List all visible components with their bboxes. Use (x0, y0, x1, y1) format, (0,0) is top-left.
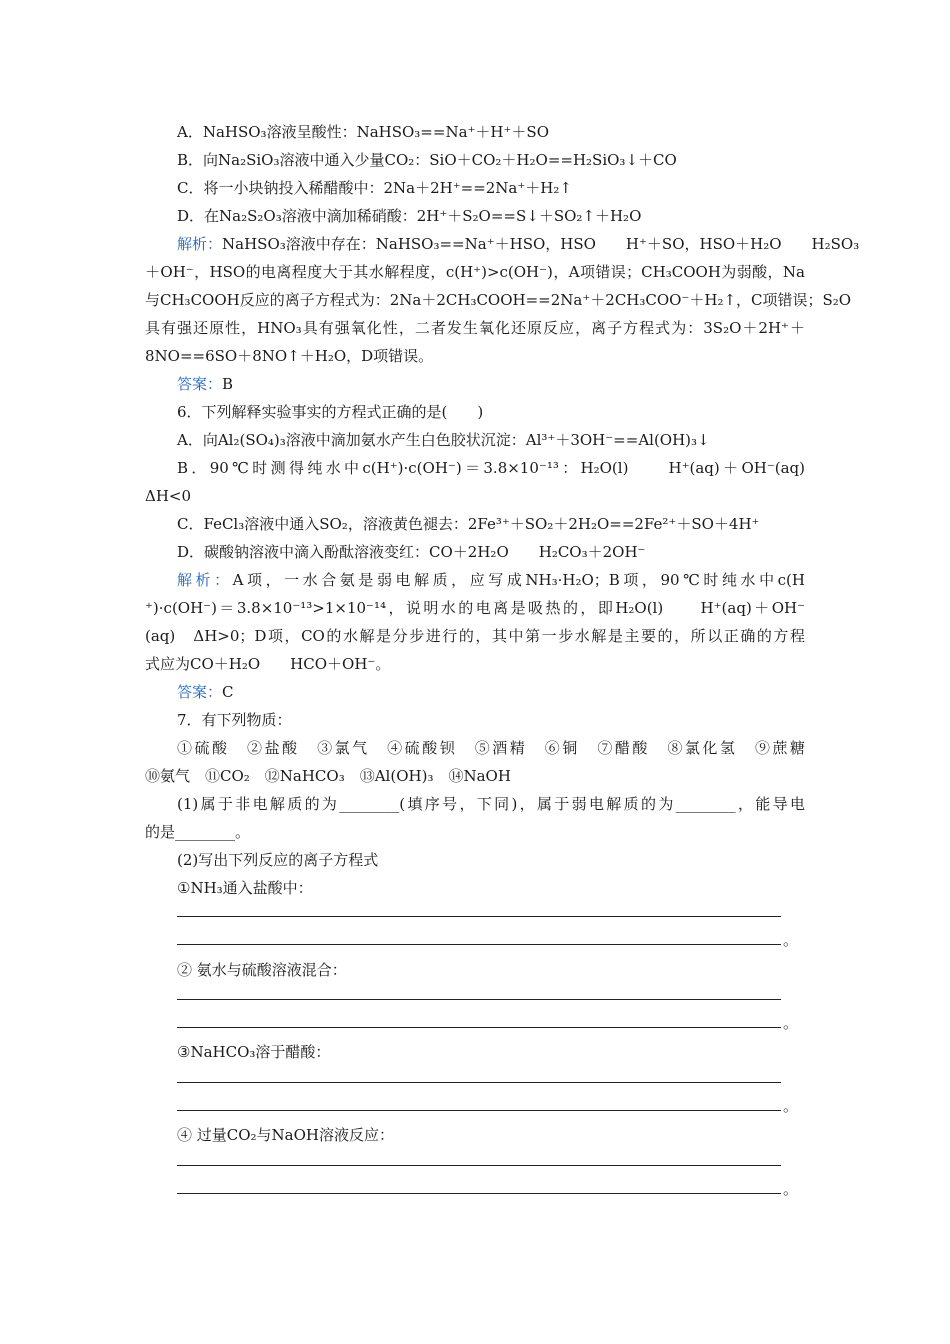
answer-line (177, 944, 781, 945)
q5-analysis-line-5: 8NO==6SO＋8NO↑＋H₂O，D项错误。 (145, 347, 434, 365)
answer-line (177, 1027, 781, 1028)
q5-option-a: A．NaHSO₃溶液呈酸性：NaHSO₃==Na⁺＋H⁺＋SO (177, 123, 549, 141)
answer-line (177, 1082, 781, 1083)
q7-subquestion-2: ② 氨水与硫酸溶液混合： (177, 961, 347, 979)
q6-analysis-line-3: (aq) ΔH>0；D项，CO的水解是分步进行的，其中第一步水解是主要的，所以正确的方程 (145, 627, 805, 645)
q5-option-c: C．将一小块钠投入稀醋酸中：2Na＋2H⁺==2Na⁺＋H₂↑ (177, 179, 572, 197)
q5-analysis-label: 解析： (177, 235, 223, 253)
q6-answer-value: C (222, 683, 234, 701)
q7-part-1-line-2: 的是________。 (145, 823, 251, 841)
q5-option-b: B．向Na₂SiO₃溶液中通入少量CO₂：SiO＋CO₂＋H₂O==H₂SiO₃↓＋CO (177, 151, 677, 169)
q7-items-line-1: ①硫酸 ②盐酸 ③氯气 ④硫酸钡 ⑤酒精 ⑥铜 ⑦醋酸 ⑧氯化氢 ⑨蔗糖 (177, 739, 805, 757)
q5-answer-label: 答案： (177, 375, 223, 393)
q7-subquestion-3: ③NaHCO₃溶于醋酸： (177, 1043, 331, 1061)
q6-analysis-line-4: 式应为CO＋H₂O HCO＋OH⁻。 (145, 655, 391, 673)
line-end-period: 。 (783, 1014, 799, 1032)
q6-analysis-text-1: A项，一水合氨是弱电解质，应写成NH₃·H₂O；B项，90℃时纯水中c(H (232, 571, 805, 589)
q5-analysis-line-2: ＋OH⁻，HSO的电离程度大于其水解程度，c(H⁺)>c(OH⁻)，A项错误；CH₃COOH为弱酸，Na (145, 263, 805, 281)
answer-line (177, 1165, 781, 1166)
q6-option-b-line-2: ΔH<0 (145, 487, 192, 505)
q7-part-1-line-1: (1)属于非电解质的为________(填序号，下同)，属于弱电解质的为________，能导电 (177, 795, 805, 813)
q5-analysis-line-4: 具有强还原性，HNO₃具有强氧化性，二者发生氧化还原反应，离子方程式为：3S₂O＋2H⁺＋ (145, 319, 805, 337)
q7-items-line-2: ⑩氨气 ⑪CO₂ ⑫NaHCO₃ ⑬Al(OH)₃ ⑭NaOH (145, 767, 511, 785)
q7-subquestion-4: ④ 过量CO₂与NaOH溶液反应： (177, 1126, 395, 1144)
q6-option-d: D．碳酸钠溶液中滴入酚酞溶液变红：CO＋2H₂O H₂CO₃＋2OH⁻ (177, 543, 646, 561)
q6-answer-label: 答案： (177, 683, 223, 701)
q7-stem: 7．有下列物质： (177, 711, 292, 729)
answer-line (177, 999, 781, 1000)
q6-analysis-line-1 (177, 570, 805, 590)
line-end-period: 。 (783, 931, 799, 949)
answer-line (177, 1110, 781, 1111)
line-end-period: 。 (783, 1097, 799, 1115)
q5-analysis-line-1 (177, 234, 860, 254)
answer-line (177, 916, 781, 917)
q6-stem: 6．下列解释实验事实的方程式正确的是( ) (177, 403, 484, 421)
answer-line (177, 1193, 781, 1194)
q7-part-2: (2)写出下列反应的离子方程式 (177, 851, 379, 869)
q6-option-b-line-1: B．90℃时测得纯水中c(H⁺)·c(OH⁻)＝3.8×10⁻¹³：H₂O(l) H⁺(aq)＋OH⁻(aq) (177, 459, 805, 477)
q7-subquestion-1: ①NH₃通入盐酸中： (177, 879, 313, 897)
q6-analysis-line-2: ⁺)·c(OH⁻)＝3.8×10⁻¹³>1×10⁻¹⁴，说明水的电离是吸热的，即H₂O(l) H⁺(aq)＋OH⁻ (145, 599, 805, 617)
q6-answer (177, 682, 234, 702)
q6-analysis-label: 解析： (177, 571, 233, 589)
q6-option-c: C．FeCl₃溶液中通入SO₂，溶液黄色褪去：2Fe³⁺＋SO₂＋2H₂O==2Fe²⁺＋SO＋4H⁺ (177, 515, 760, 533)
line-end-period: 。 (783, 1180, 799, 1198)
q5-option-d: D．在Na₂S₂O₃溶液中滴加稀硝酸：2H⁺＋S₂O==S↓＋SO₂↑＋H₂O (177, 207, 642, 225)
q5-answer-value: B (222, 375, 234, 393)
q5-analysis-line-3: 与CH₃COOH反应的离子方程式为：2Na＋2CH₃COOH==2Na⁺＋2CH₃COO⁻＋H₂↑，C项错误；S₂O (145, 291, 852, 309)
q6-option-a: A．向Al₂(SO₄)₃溶液中滴加氨水产生白色胶状沉淀：Al³⁺＋3OH⁻==Al(OH)₃↓ (177, 431, 710, 449)
q5-answer (177, 374, 233, 394)
q5-analysis-text-1: NaHSO₃溶液中存在：NaHSO₃==Na⁺＋HSO，HSO H⁺＋SO，HSO＋H₂O H₂SO₃ (222, 235, 860, 253)
